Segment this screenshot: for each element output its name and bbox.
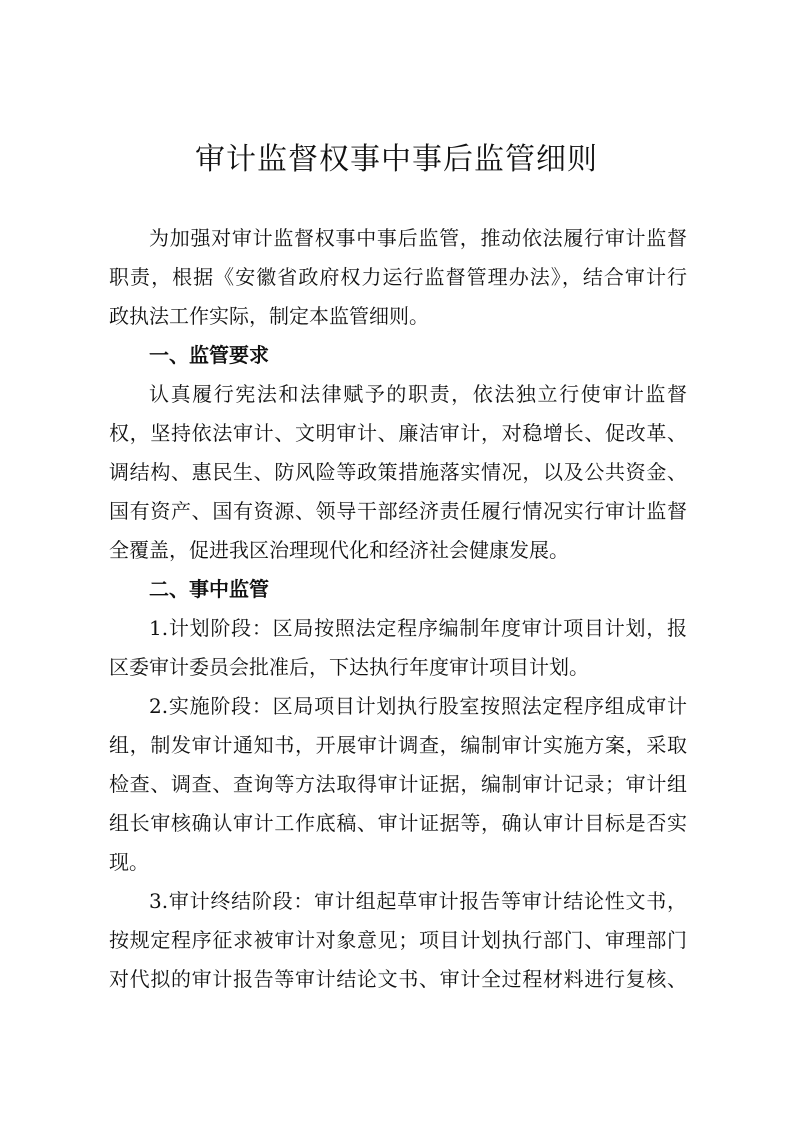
paragraph-line: 国有资产、国有资源、领导干部经济责任履行情况实行审计监督 [109,499,687,523]
paragraph-line: 组长审核确认审计工作底稿、审计证据等，确认审计目标是否实 [109,811,687,835]
paragraph-line: 权，坚持依法审计、文明审计、廉洁审计，对稳增长、促改革、 [109,421,687,445]
paragraph-line: 为加强对审计监督权事中事后监管，推动依法履行审计监督 [149,226,687,250]
paragraph-line: 现。 [109,850,149,874]
paragraph-line: 政执法工作实际，制定本监管细则。 [109,304,429,328]
paragraph-line: 调结构、惠民生、防风险等政策措施落实情况，以及公共资金、 [109,460,687,484]
paragraph-line: 3.审计终结阶段：审计组起草审计报告等审计结论性文书， [149,889,687,913]
section-heading: 二、事中监管 [149,577,269,601]
paragraph-line: 2.实施阶段：区局项目计划执行股室按照法定程序组成审计 [149,694,687,718]
paragraph-line: 检查、调查、查询等方法取得审计证据，编制审计记录；审计组 [109,772,687,796]
paragraph-line: 组，制发审计通知书，开展审计调查，编制审计实施方案，采取 [109,733,687,757]
paragraph-line: 按规定程序征求被审计对象意见；项目计划执行部门、审理部门 [109,928,687,952]
paragraph-line: 职责，根据《安徽省政府权力运行监督管理办法》，结合审计行 [109,265,687,289]
paragraph-line: 区委审计委员会批准后，下达执行年度审计项目计划。 [109,655,589,679]
section-heading: 一、监管要求 [149,343,269,367]
paragraph-line: 对代拟的审计报告等审计结论文书、审计全过程材料进行复核、 [109,967,687,991]
paragraph-line: 认真履行宪法和法律赋予的职责，依法独立行使审计监督 [149,382,687,406]
paragraph-line: 全覆盖，促进我区治理现代化和经济社会健康发展。 [109,538,569,562]
document-title: 审计监督权事中事后监管细则 [195,142,598,177]
paragraph-line: 1.计划阶段：区局按照法定程序编制年度审计项目计划，报 [149,616,687,640]
